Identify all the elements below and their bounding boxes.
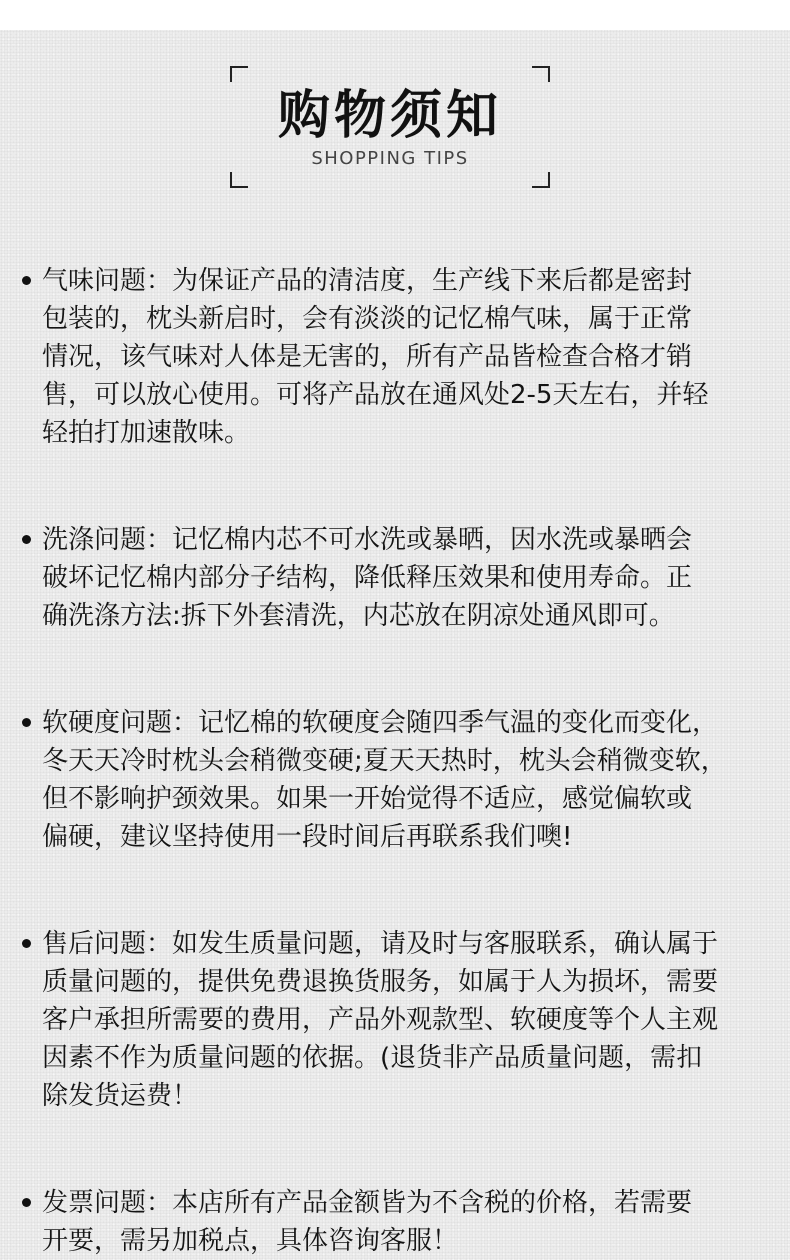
page-subtitle: SHOPPING TIPS [311,148,469,169]
corner-bracket-bottom-right [532,172,550,188]
tip-odor [22,262,786,452]
tip-line: 冬天天冷时枕头会稍微变硬;夏天天热时，枕头会稍微变软， [42,746,727,776]
tip-firmness [22,704,786,856]
tip-line: 包装的，枕头新启时，会有淡淡的记忆棉气味，属于正常 [42,304,693,334]
tip-line: 破坏记忆棉内部分子结构，降低释压效果和使用寿命。正 [42,563,693,593]
tips-list [22,262,786,1260]
bullet-icon [22,276,31,285]
corner-bracket-top-right [532,66,550,82]
tip-line: 质量问题的，提供免费退换货服务，如属于人为损坏，需要 [42,967,719,997]
tip-after-sales [22,925,786,1115]
tip-line: 售，可以放心使用。可将产品放在通风处2-5天左右，并轻 [42,380,709,410]
corner-bracket-bottom-left [230,172,248,188]
bullet-icon [22,535,31,544]
tip-line: 除发货运费！ [42,1081,199,1111]
tip-line: 洗涤问题：记忆棉内芯不可水洗或暴晒，因水洗或暴晒会 [42,525,693,555]
tip-line: 软硬度问题：记忆棉的软硬度会随四季气温的变化而变化， [42,708,719,738]
tip-line: 偏硬，建议坚持使用一段时间后再联系我们噢! [42,822,573,852]
tip-line: 但不影响护颈效果。如果一开始觉得不适应，感觉偏软或 [42,784,693,814]
bullet-icon [22,718,31,727]
tip-line: 轻拍打加速散味。 [42,418,251,448]
tip-line: 气味问题：为保证产品的清洁度，生产线下来后都是密封 [42,266,693,296]
top-band [0,0,790,30]
tip-washing [22,521,786,635]
tip-line: 售后问题：如发生质量问题，请及时与客服联系，确认属于 [42,929,719,959]
tip-line: 确洗涤方法:拆下外套清洗，内芯放在阴凉处通风即可。 [42,601,675,631]
section-header [230,66,550,188]
tip-invoice [22,1184,786,1260]
tip-line: 客户承担所需要的费用，产品外观款型、软硬度等个人主观 [42,1005,719,1035]
tip-line: 发票问题：本店所有产品金额皆为不含税的价格，若需要 [42,1188,693,1218]
tip-line: 因素不作为质量问题的依据。(退货非产品质量问题，需扣 [42,1043,703,1073]
page-title: 购物须知 [277,86,502,146]
bullet-icon [22,939,31,948]
tip-line: 情况，该气味对人体是无害的，所有产品皆检查合格才销 [42,342,693,372]
corner-bracket-top-left [230,66,248,82]
tip-line: 开要，需另加税点，具体咨询客服！ [42,1226,459,1256]
